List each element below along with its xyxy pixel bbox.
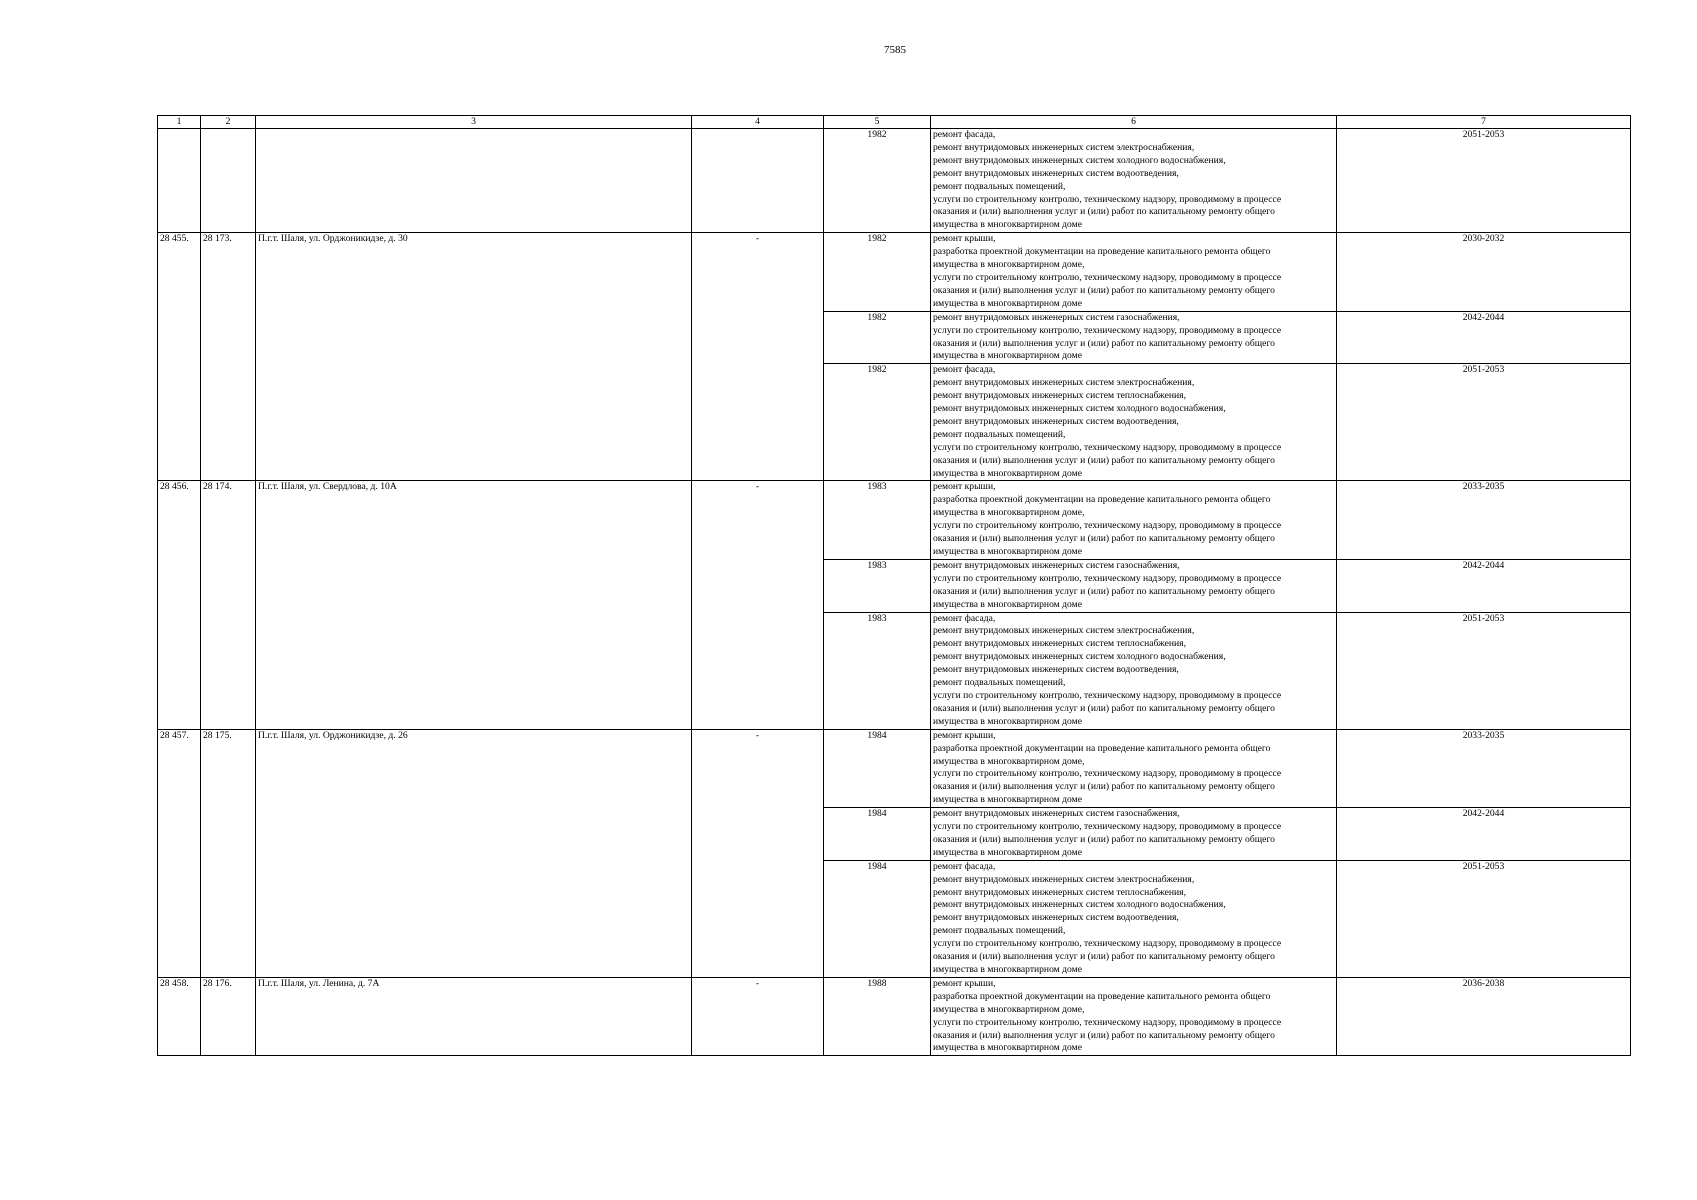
work-line: ремонт внутридомовых инженерных систем водоотведения,: [933, 415, 1179, 427]
work-line: имущества в многоквартирном доме,: [933, 755, 1085, 767]
work-line: услуги по строительному контролю, техническому надзору, проводимому в процессе: [933, 821, 1282, 833]
period-cell: 2051-2053: [1337, 129, 1631, 233]
sub-number-cell: 28 174.: [201, 481, 256, 729]
work-line: ремонт внутридомовых инженерных систем холодного водоснабжения,: [933, 154, 1226, 166]
work-line: ремонт внутридомовых инженерных систем холодного водоснабжения,: [933, 899, 1226, 911]
row-number-cell: 28 458.: [158, 977, 201, 1055]
column4-cell: -: [692, 481, 824, 729]
work-line: имущества в многоквартирном доме: [933, 794, 1082, 806]
column4-cell: -: [692, 977, 824, 1055]
address-cell: П.г.т. Шаля, ул. Свердлова, д. 10А: [256, 481, 692, 729]
address-cell: П.г.т. Шаля, ул. Орджоникидзе, д. 26: [256, 729, 692, 977]
column-header: 1: [158, 116, 201, 129]
work-line: разработка проектной документации на проведение капитального ремонта общего: [933, 742, 1271, 754]
address-cell: П.г.т. Шаля, ул. Орджоникидзе, д. 30: [256, 233, 692, 481]
page-number: 7585: [884, 44, 906, 56]
repair-schedule-table: [157, 115, 1631, 1056]
work-line: услуги по строительному контролю, техническому надзору, проводимому в процессе: [933, 572, 1282, 584]
sub-number-cell: 28 175.: [201, 729, 256, 977]
period-cell: 2051-2053: [1337, 364, 1631, 481]
work-line: оказания и (или) выполнения услуг и (или) работ по капитальному ремонту общего: [933, 206, 1275, 218]
row-number-cell: 28 456.: [158, 481, 201, 729]
work-description: [931, 233, 1337, 311]
column-header: 7: [1337, 116, 1631, 129]
period-cell: 2042-2044: [1337, 311, 1631, 364]
work-line: имущества в многоквартирном доме: [933, 715, 1082, 727]
work-line: услуги по строительному контролю, техническому надзору, проводимому в процессе: [933, 938, 1282, 950]
year-cell: 1984: [824, 729, 931, 807]
work-line: ремонт подвальных помещений,: [933, 677, 1066, 689]
work-line: услуги по строительному контролю, техническому надзору, проводимому в процессе: [933, 1016, 1282, 1028]
work-line: услуги по строительному контролю, техническому надзору, проводимому в процессе: [933, 193, 1282, 205]
year-cell: 1983: [824, 612, 931, 729]
work-description: [931, 129, 1337, 233]
empty-cell: [256, 129, 692, 233]
row-number-cell: 28 455.: [158, 233, 201, 481]
work-line: имущества в многоквартирном доме: [933, 467, 1082, 479]
work-line: ремонт подвальных помещений,: [933, 428, 1066, 440]
work-line: имущества в многоквартирном доме,: [933, 259, 1085, 271]
work-line: ремонт крыши,: [933, 481, 996, 493]
work-line: оказания и (или) выполнения услуг и (или) работ по капитальному ремонту общего: [933, 1029, 1275, 1041]
year-cell: 1984: [824, 808, 931, 861]
work-line: оказания и (или) выполнения услуг и (или) работ по капитальному ремонту общего: [933, 337, 1275, 349]
work-line: ремонт внутридомовых инженерных систем газоснабжения,: [933, 311, 1180, 323]
work-description: [931, 860, 1337, 977]
work-line: услуги по строительному контролю, техническому надзору, проводимому в процессе: [933, 441, 1282, 453]
column4-cell: -: [692, 729, 824, 977]
work-line: оказания и (или) выполнения услуг и (или) работ по капитальному ремонту общего: [933, 702, 1275, 714]
work-line: имущества в многоквартирном доме: [933, 598, 1082, 610]
work-line: разработка проектной документации на проведение капитального ремонта общего: [933, 990, 1271, 1002]
work-line: имущества в многоквартирном доме,: [933, 507, 1085, 519]
work-line: услуги по строительному контролю, техническому надзору, проводимому в процессе: [933, 768, 1282, 780]
work-line: ремонт фасада,: [933, 860, 996, 872]
work-line: ремонт крыши,: [933, 233, 996, 245]
column4-cell: -: [692, 233, 824, 481]
sub-number-cell: 28 173.: [201, 233, 256, 481]
table-row: [158, 233, 1631, 311]
work-line: ремонт крыши,: [933, 729, 996, 741]
work-description: [931, 977, 1337, 1055]
column-header: 2: [201, 116, 256, 129]
period-cell: 2042-2044: [1337, 559, 1631, 612]
year-cell: 1983: [824, 481, 931, 559]
work-line: оказания и (или) выполнения услуг и (или) работ по капитальному ремонту общего: [933, 951, 1275, 963]
year-cell: 1982: [824, 364, 931, 481]
empty-cell: [158, 129, 201, 233]
work-line: оказания и (или) выполнения услуг и (или) работ по капитальному ремонту общего: [933, 533, 1275, 545]
work-line: услуги по строительному контролю, техническому надзору, проводимому в процессе: [933, 689, 1282, 701]
work-description: [931, 311, 1337, 364]
work-line: имущества в многоквартирном доме,: [933, 1003, 1085, 1015]
year-cell: 1984: [824, 860, 931, 977]
column-number-row: [158, 116, 1631, 129]
work-line: ремонт внутридомовых инженерных систем электроснабжения,: [933, 625, 1195, 637]
column-header: 5: [824, 116, 931, 129]
year-cell: 1983: [824, 559, 931, 612]
work-description: [931, 364, 1337, 481]
work-line: ремонт внутридомовых инженерных систем водоотведения,: [933, 664, 1179, 676]
work-line: оказания и (или) выполнения услуг и (или) работ по капитальному ремонту общего: [933, 585, 1275, 597]
table-row: [158, 481, 1631, 559]
work-line: разработка проектной документации на проведение капитального ремонта общего: [933, 494, 1271, 506]
work-line: ремонт подвальных помещений,: [933, 925, 1066, 937]
table-row: [158, 729, 1631, 807]
column-header: 4: [692, 116, 824, 129]
period-cell: 2042-2044: [1337, 808, 1631, 861]
work-line: имущества в многоквартирном доме: [933, 964, 1082, 975]
work-line: ремонт фасада,: [933, 612, 996, 624]
period-cell: 2036-2038: [1337, 977, 1631, 1055]
period-cell: 2033-2035: [1337, 729, 1631, 807]
period-cell: 2030-2032: [1337, 233, 1631, 311]
period-cell: 2033-2035: [1337, 481, 1631, 559]
work-line: ремонт внутридомовых инженерных систем газоснабжения,: [933, 808, 1180, 820]
work-line: ремонт внутридомовых инженерных систем газоснабжения,: [933, 559, 1180, 571]
work-description: [931, 481, 1337, 559]
year-cell: 1982: [824, 129, 931, 233]
work-line: имущества в многоквартирном доме: [933, 219, 1082, 231]
period-cell: 2051-2053: [1337, 612, 1631, 729]
work-line: имущества в многоквартирном доме: [933, 846, 1082, 858]
work-line: ремонт внутридомовых инженерных систем теплоснабжения,: [933, 638, 1186, 650]
work-line: оказания и (или) выполнения услуг и (или) работ по капитальному ремонту общего: [933, 454, 1275, 466]
work-line: ремонт внутридомовых инженерных систем холодного водоснабжения,: [933, 403, 1226, 415]
sub-number-cell: 28 176.: [201, 977, 256, 1055]
work-line: услуги по строительному контролю, техническому надзору, проводимому в процессе: [933, 520, 1282, 532]
work-line: ремонт внутридомовых инженерных систем холодного водоснабжения,: [933, 651, 1226, 663]
work-line: ремонт внутридомовых инженерных систем электроснабжения,: [933, 377, 1195, 389]
work-line: ремонт внутридомовых инженерных систем электроснабжения,: [933, 141, 1195, 153]
work-line: ремонт внутридомовых инженерных систем электроснабжения,: [933, 873, 1195, 885]
work-description: [931, 612, 1337, 729]
work-line: ремонт внутридомовых инженерных систем теплоснабжения,: [933, 886, 1186, 898]
work-line: оказания и (или) выполнения услуг и (или) работ по капитальному ремонту общего: [933, 833, 1275, 845]
work-line: ремонт фасада,: [933, 364, 996, 376]
work-line: ремонт внутридомовых инженерных систем водоотведения,: [933, 167, 1179, 179]
work-line: имущества в многоквартирном доме: [933, 546, 1082, 557]
work-description: [931, 559, 1337, 612]
year-cell: 1982: [824, 233, 931, 311]
work-line: услуги по строительному контролю, техническому надзору, проводимому в процессе: [933, 324, 1282, 336]
work-line: ремонт фасада,: [933, 129, 996, 140]
table-row: [158, 977, 1631, 1055]
work-line: ремонт внутридомовых инженерных систем водоотведения,: [933, 912, 1179, 924]
work-line: ремонт внутридомовых инженерных систем теплоснабжения,: [933, 390, 1186, 402]
work-line: оказания и (или) выполнения услуг и (или) работ по капитальному ремонту общего: [933, 284, 1275, 296]
work-line: имущества в многоквартирном доме: [933, 1042, 1082, 1054]
work-line: имущества в многоквартирном доме: [933, 350, 1082, 362]
address-cell: П.г.т. Шаля, ул. Ленина, д. 7А: [256, 977, 692, 1055]
work-line: имущества в многоквартирном доме: [933, 297, 1082, 309]
row-number-cell: 28 457.: [158, 729, 201, 977]
work-line: услуги по строительному контролю, техническому надзору, проводимому в процессе: [933, 271, 1282, 283]
work-description: [931, 729, 1337, 807]
column-header: 6: [931, 116, 1337, 129]
year-cell: 1988: [824, 977, 931, 1055]
year-cell: 1982: [824, 311, 931, 364]
period-cell: 2051-2053: [1337, 860, 1631, 977]
work-line: ремонт подвальных помещений,: [933, 180, 1066, 192]
empty-cell: [201, 129, 256, 233]
work-line: ремонт крыши,: [933, 977, 996, 989]
table-row: [158, 129, 1631, 233]
work-line: оказания и (или) выполнения услуг и (или) работ по капитальному ремонту общего: [933, 781, 1275, 793]
empty-cell: [692, 129, 824, 233]
column-header: 3: [256, 116, 692, 129]
work-line: разработка проектной документации на проведение капитального ремонта общего: [933, 246, 1271, 258]
work-description: [931, 808, 1337, 861]
